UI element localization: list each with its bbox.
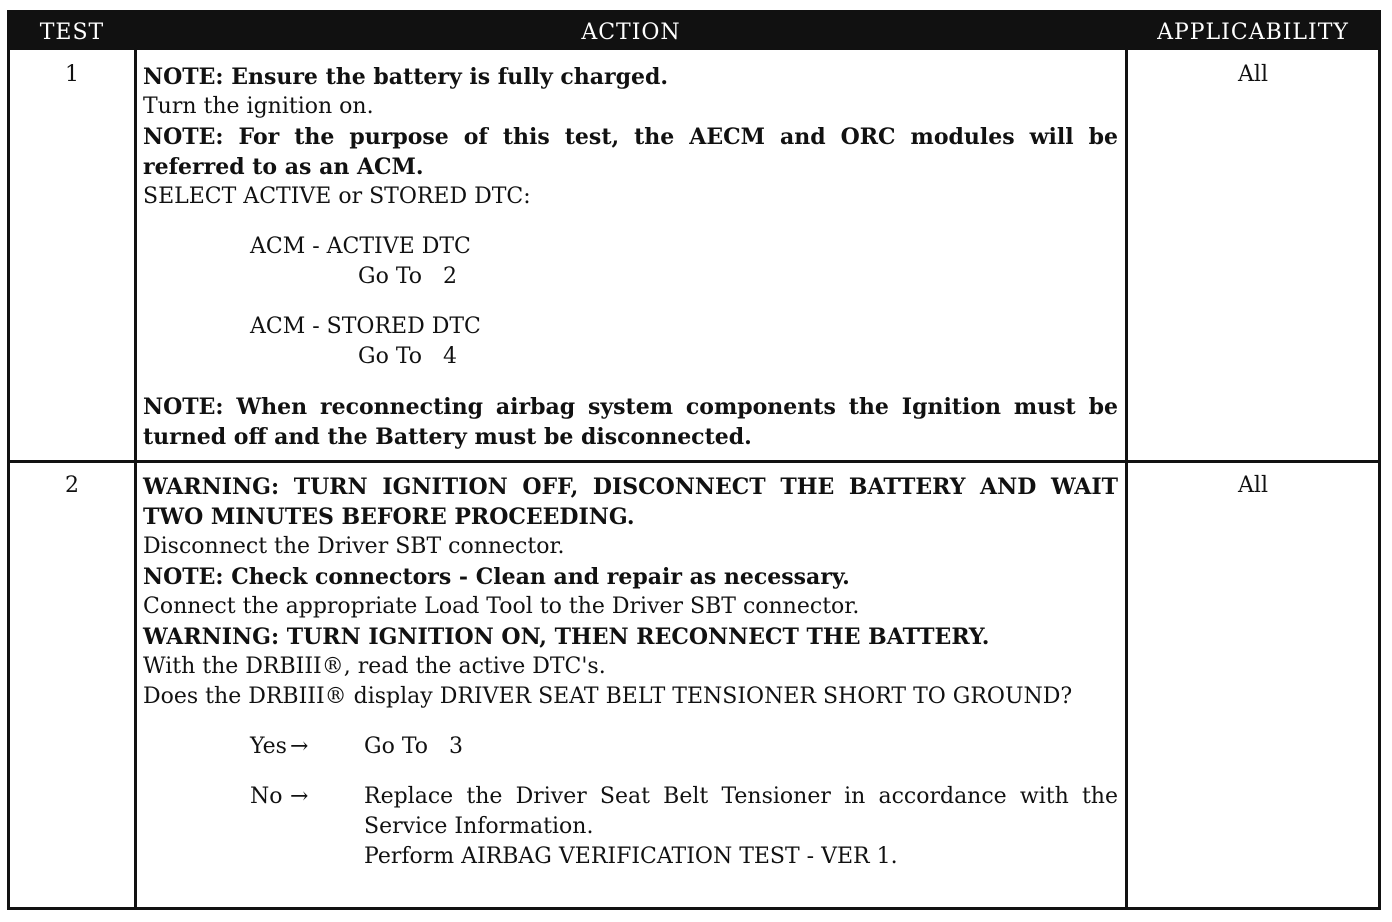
row2-goto-3: Go To 3 xyxy=(364,734,463,759)
row2-warning-disconnect: WARNING: TURN IGNITION OFF, DISCONNECT THE BATTERY AND WAIT TWO MINUTES BEFORE PROCEEDING. xyxy=(143,474,1118,530)
row-divider xyxy=(10,460,1378,463)
row1-note-reconnect: NOTE: When reconnecting airbag system components the Ignition must be turned off and the Battery must be disconnected. xyxy=(143,394,1118,450)
row2-connect-load-tool: Connect the appropriate Load Tool to the Driver SBT connector. xyxy=(143,594,860,619)
row1-applicability: All xyxy=(1238,62,1268,87)
row2-action xyxy=(143,472,1118,872)
row2-test-number: 2 xyxy=(65,473,79,498)
row1-option-stored: ACM - STORED DTC xyxy=(250,314,481,339)
row1-ignition-on: Turn the ignition on. xyxy=(143,94,374,119)
row1-option-active: ACM - ACTIVE DTC xyxy=(250,234,471,259)
procedure-table xyxy=(7,10,1381,910)
row1-select-dtc: SELECT ACTIVE or STORED DTC: xyxy=(143,184,531,209)
header-action: ACTION xyxy=(581,20,681,45)
row1-test-number: 1 xyxy=(65,62,79,87)
row2-disconnect-sbt: Disconnect the Driver SBT connector. xyxy=(143,534,565,559)
row2-warning-reconnect: WARNING: TURN IGNITION ON, THEN RECONNECT THE BATTERY. xyxy=(143,624,990,650)
row1-goto-2: Go To 2 xyxy=(358,264,457,289)
no-label: No xyxy=(250,784,283,809)
row2-option-yes xyxy=(143,732,1118,762)
row2-question: Does the DRBIII® display DRIVER SEAT BELT TENSIONER SHORT TO GROUND? xyxy=(143,684,1073,709)
arrow-right-icon: → xyxy=(290,784,309,809)
row2-perform-verification: Perform AIRBAG VERIFICATION TEST - VER 1. xyxy=(364,844,898,869)
row1-action xyxy=(143,62,1118,452)
header-applicability: APPLICABILITY xyxy=(1157,20,1349,45)
arrow-right-icon: → xyxy=(290,734,309,759)
row2-replace-tensioner: Replace the Driver Seat Belt Tensioner in accordance with the Service Information. xyxy=(364,784,1118,839)
row1-note-battery: NOTE: Ensure the battery is fully charged. xyxy=(143,64,669,90)
header-test: TEST xyxy=(39,20,105,45)
row2-option-no xyxy=(143,782,1118,872)
yes-label: Yes xyxy=(250,734,287,759)
row1-goto-4: Go To 4 xyxy=(358,344,457,369)
table-header xyxy=(10,13,1378,50)
row2-no-actions xyxy=(364,782,1118,872)
row1-note-modules: NOTE: For the purpose of this test, the AECM and ORC modules will be referred to as an ACM. xyxy=(143,124,1118,180)
row2-read-dtc: With the DRBIII®, read the active DTC's. xyxy=(143,654,606,679)
row2-note-connectors: NOTE: Check connectors - Clean and repair as necessary. xyxy=(143,564,850,590)
row2-applicability: All xyxy=(1238,473,1268,498)
